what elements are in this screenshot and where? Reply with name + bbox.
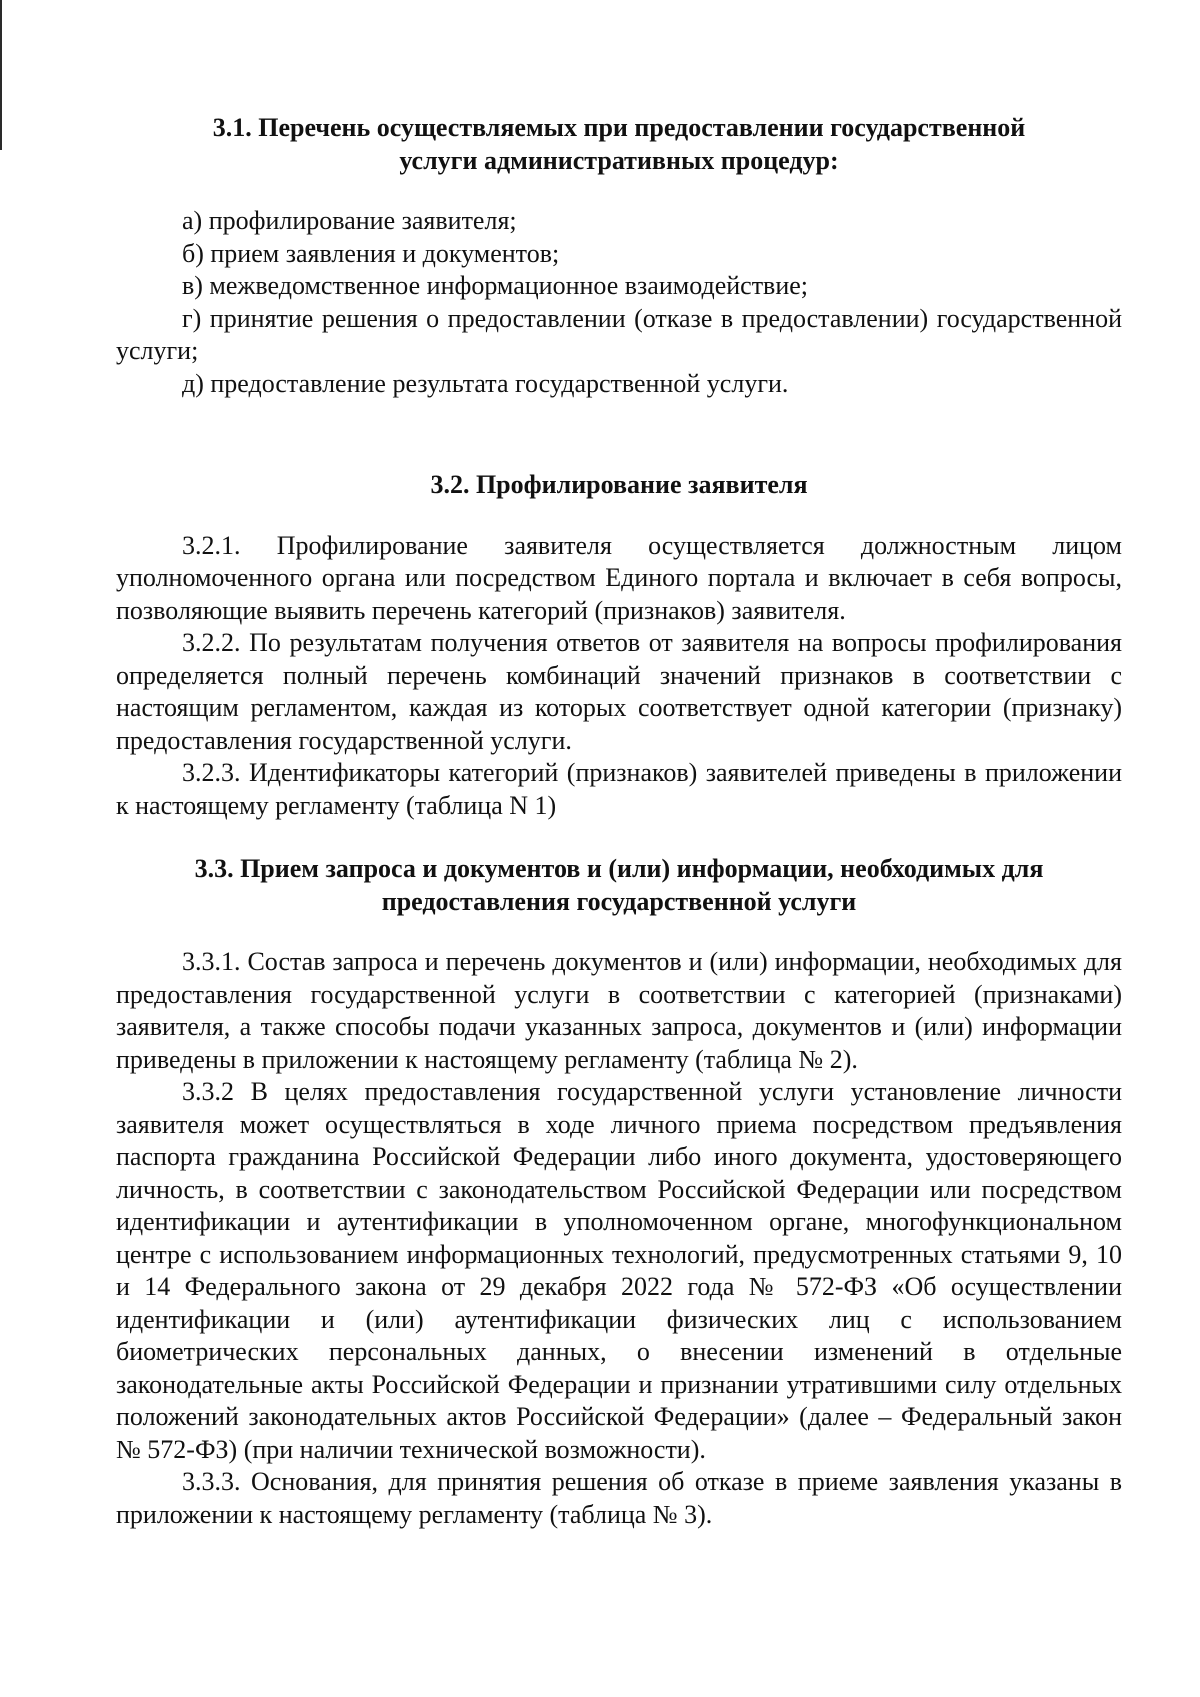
list-item-d: д) предоставление результата государственной услуги.: [182, 368, 789, 398]
section-3-1-title: [116, 112, 1122, 177]
paragraph-3-3-1: 3.3.1. Состав запроса и перечень документов и (или) информации, необходимых для предоставления государственной услуги в соответствии с категорией (признаками) заявителя, а также способы подачи указанных запроса, документов и (или) информации приведены в приложении к настоящему регламенту (таблица № 2).: [116, 947, 1122, 1074]
paragraph-3-3-2: 3.3.2 В целях предоставления государственной услуги установление личности заявителя может осуществляться в ходе личного приема посредством предъявления паспорта гражданина Российской Федерации либо иного документа, удостоверяющего личность, в соответствии с законодательством Российской Федерации или посредством идентификации и аутентификации в уполномоченном органе, многофункциональном центре с использованием информационных технологий, предусмотренных статьями 9, 10 и 14 Федерального закона от 29 декабря 2022 года № 572-ФЗ «Об осуществлении идентификации и (или) аутентификации физических лиц с использованием биометрических персональных данных, о внесении изменений в отдельные законодательные акты Российской Федерации и признании утратившими силу отдельных положений законодательных актов Российской Федерации» (далее – Федеральный закон № 572-ФЗ) (при наличии технической возможности).: [116, 1077, 1122, 1464]
paragraph-3-2-2: 3.2.2. По результатам получения ответов от заявителя на вопросы профилирования определяется полный перечень комбинаций значений признаков в соответствии с настоящим регламентом, каждая из которых соответствует одной категории (признаку) предоставления государственной услуги.: [116, 628, 1122, 755]
section-3-2-title: 3.2. Профилирование заявителя: [430, 470, 808, 499]
document-page: [116, 112, 1122, 1531]
list-item-b: б) прием заявления и документов;: [182, 238, 560, 268]
section-3-3: [116, 853, 1122, 1531]
scan-edge-mark: [0, 0, 2, 150]
paragraph-3-2-3: 3.2.3. Идентификаторы категорий (признаков) заявителей приведены в приложении к настоящему регламенту (таблица N 1): [116, 758, 1122, 820]
section-3-3-title-line-2: предоставления государственной услуги: [381, 886, 857, 916]
paragraph-3-3-3: 3.3.3. Основания, для принятия решения об отказе в приеме заявления указаны в приложении к настоящему регламенту (таблица № 3).: [116, 1467, 1122, 1529]
list-item-a: а) профилирование заявителя;: [182, 206, 517, 235]
section-3-3-title: [116, 853, 1122, 918]
paragraph-3-2-1: 3.2.1. Профилирование заявителя осуществляется должностным лицом уполномоченного органа или посредством Единого портала и включает в себя вопросы, позволяющие выявить перечень категорий (признаков) заявителя.: [116, 530, 1122, 625]
section-3-1-title-line-2: услуги административных процедур:: [399, 145, 839, 175]
section-3-2: [116, 469, 1122, 822]
list-item-g: г) принятие решения о предоставлении (отказе в предоставлении) государственной услуги;: [116, 303, 1122, 365]
section-3-1-title-line-1: 3.1. Перечень осуществляемых при предоставлении государственной: [212, 113, 1026, 142]
section-3-1: [116, 112, 1122, 400]
list-item-v: в) межведомственное информационное взаимодействие;: [182, 271, 809, 300]
section-3-3-title-line-1: 3.3. Прием запроса и документов и (или) информации, необходимых для: [194, 854, 1044, 883]
